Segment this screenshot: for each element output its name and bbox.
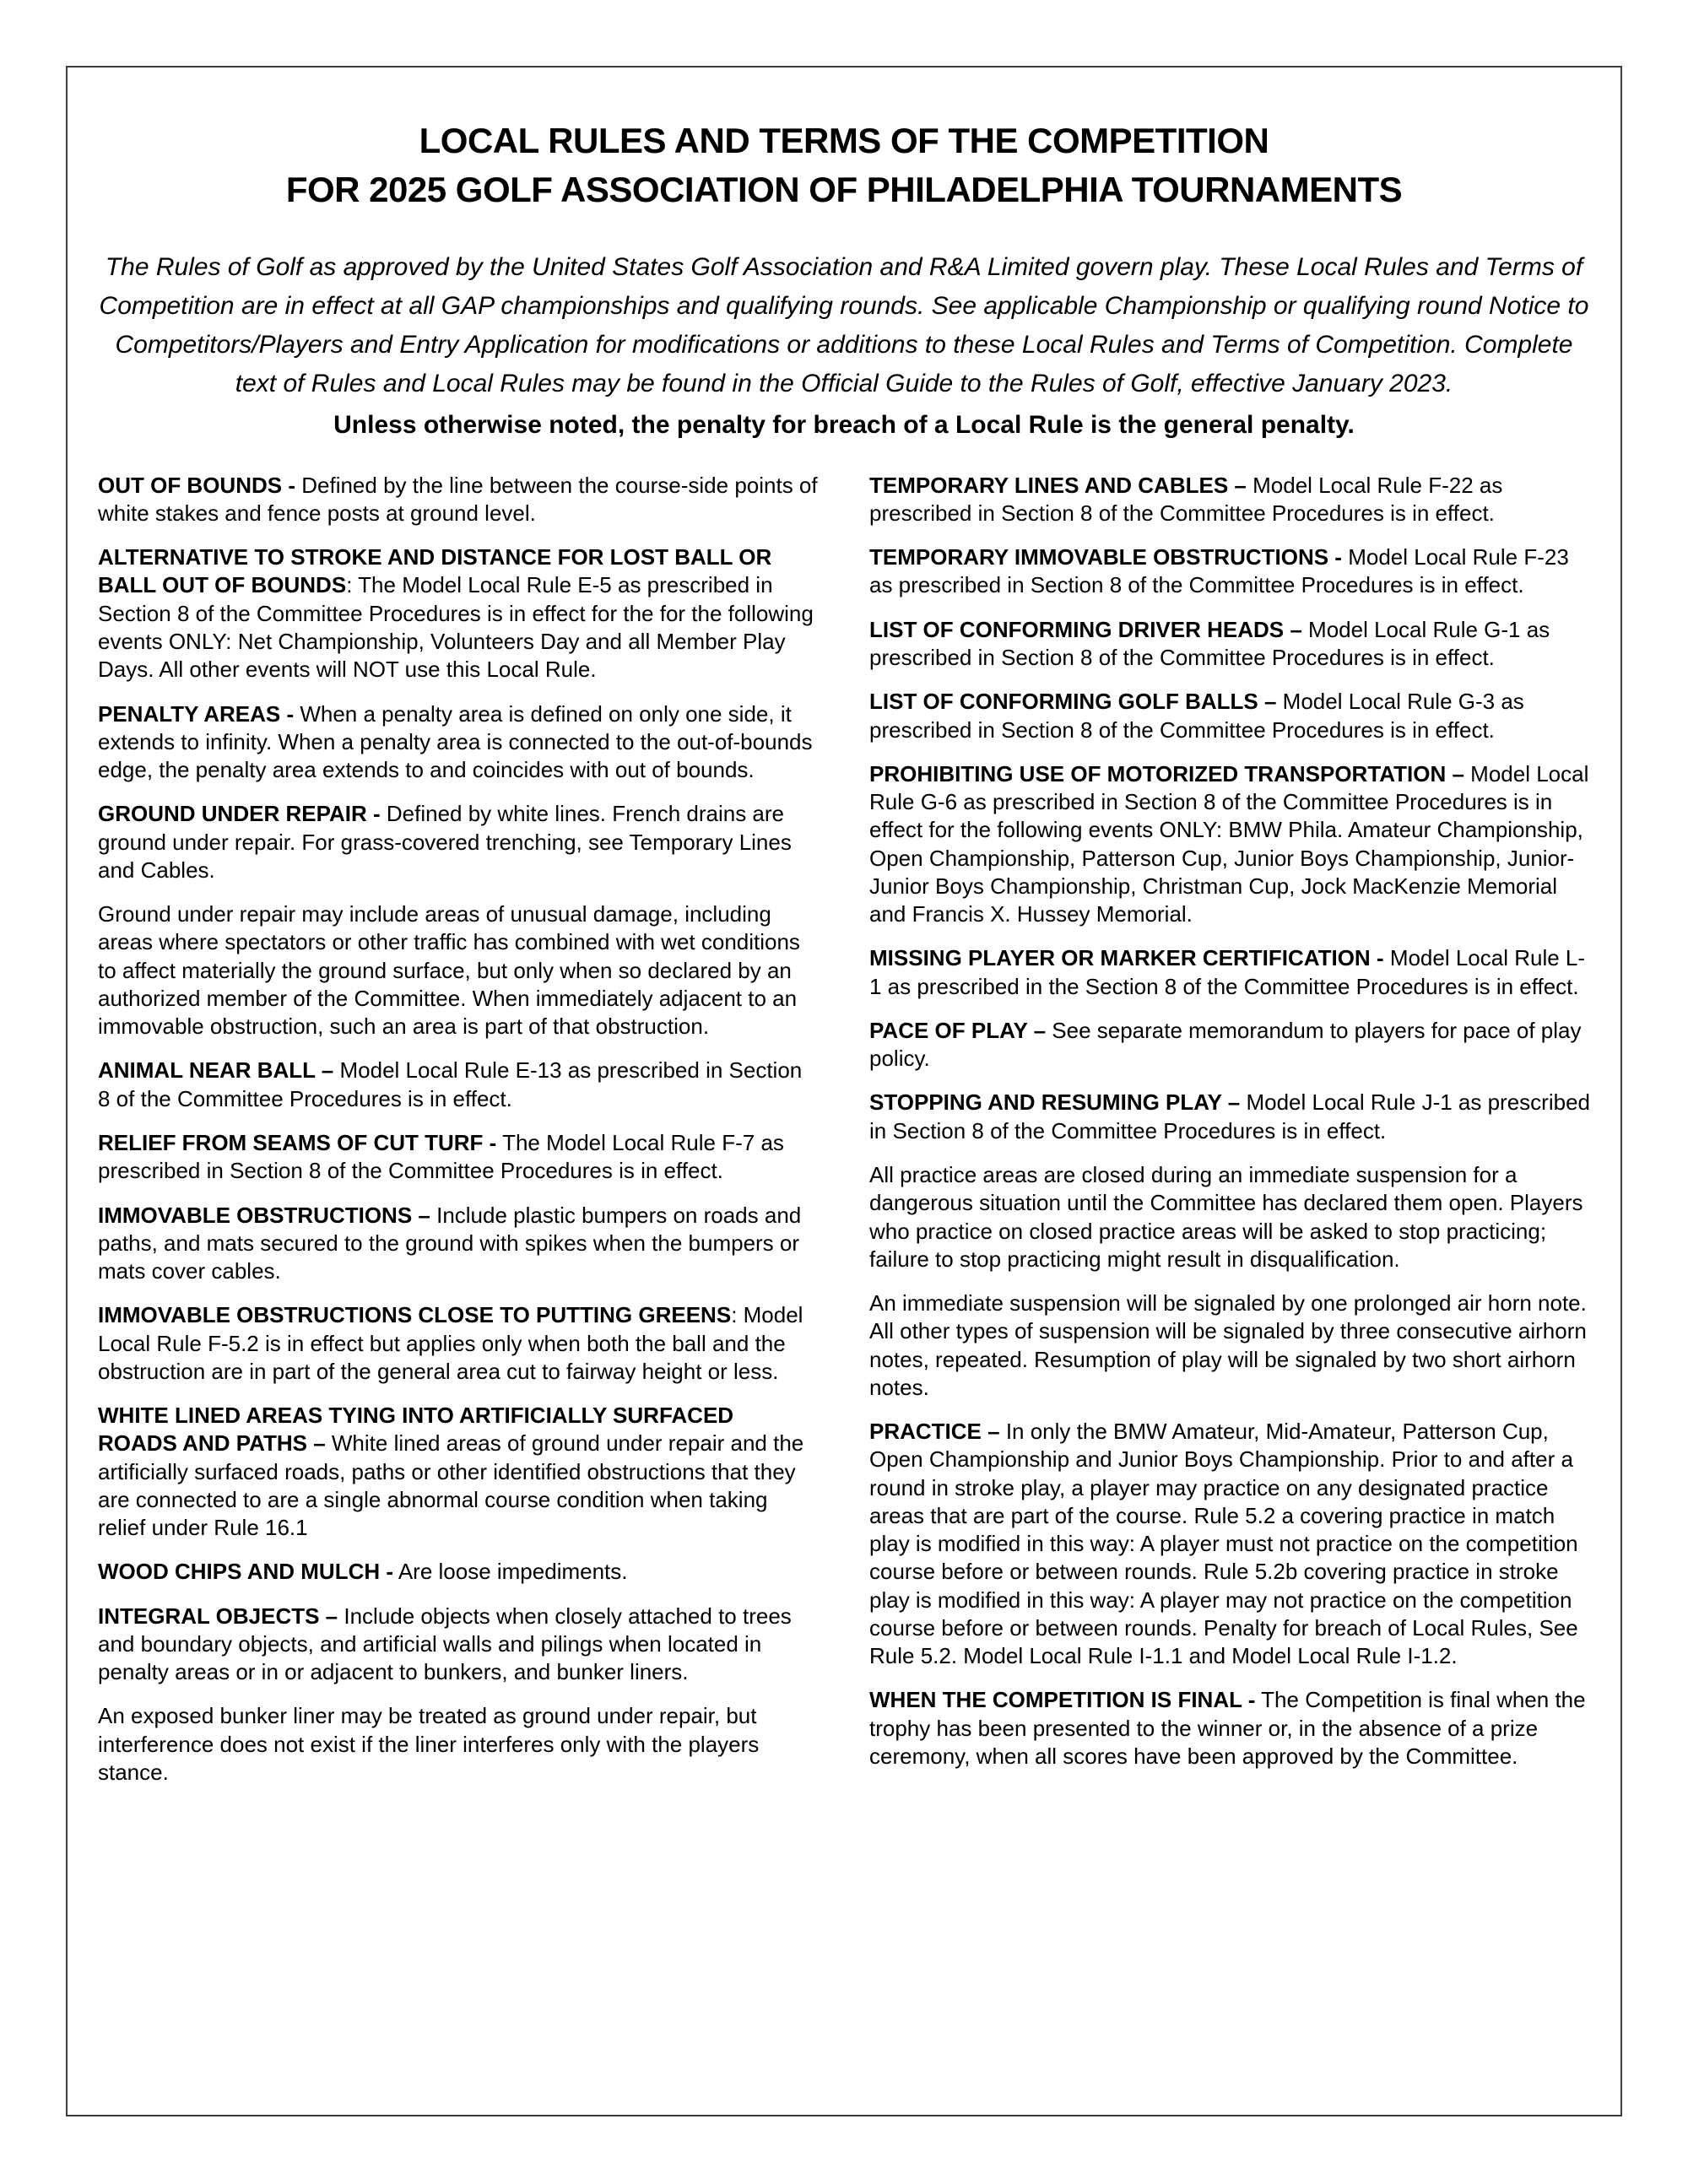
- rule-body: The Model Local Rule E-5 as prescribed in Section 8 of the Committee Procedures is in effect for the for the following events ONLY: Net Championship, Volunteers Day and all Member Play Days. All other events will NOT use this Local Rule.: [98, 572, 814, 683]
- left-column: [98, 472, 819, 1803]
- rule-sep: [1384, 945, 1390, 970]
- rule-ground-under-repair: [98, 800, 819, 884]
- paragraph-bunker-liner: [98, 1702, 819, 1787]
- rule-stopping-resuming-play: [869, 1089, 1590, 1145]
- rule-heading: LIST OF CONFORMING DRIVER HEADS –: [869, 616, 1302, 642]
- paragraph-suspension-signals: [869, 1289, 1590, 1402]
- rule-body: Model Local Rule J-1 as prescribed in Section 8 of the Committee Procedures is in effect.: [869, 1089, 1590, 1143]
- rule-body: Model Local Rule G-6 as prescribed in Section 8 of the Committee Procedures is in effect for the following events ONLY: BMW Phila. Amateur Championship, Open Championship, Patterson Cup, Junior Boys Championship, Junior-Junior Boys Championship, Christman Cup, Jock MacKenzie Memorial and Francis X. Hussey Memorial.: [869, 760, 1589, 927]
- rule-heading: STOPPING AND RESUMING PLAY –: [869, 1089, 1241, 1116]
- rule-body: Are loose impediments.: [398, 1559, 628, 1585]
- rule-prohibiting-motorized-transportation: [869, 760, 1590, 929]
- rule-out-of-bounds: [98, 472, 819, 528]
- rule-practice: [869, 1418, 1590, 1670]
- rule-sep: [1302, 617, 1308, 642]
- rule-heading: PROHIBITING USE OF MOTORIZED TRANSPORTATION –: [869, 760, 1464, 787]
- doc-title-line2: FOR 2025 GOLF ASSOCIATION OF PHILADELPHIA TOURNAMENTS: [285, 169, 1403, 209]
- rule-body: White lined areas of ground under repair and the artificially surfaced roads, paths or other identified obstructions that they are connected to are a single abnormal course condition when taking relief under Rule 16.1: [98, 1430, 804, 1541]
- rule-body: Model Local Rule E-13 as prescribed in Section 8 of the Committee Procedures is in effect.: [98, 1057, 803, 1111]
- rule-heading: WOOD CHIPS AND MULCH -: [98, 1559, 394, 1585]
- rule-body: Defined by white lines. French drains are ground under repair. For grass-covered trenching, see Temporary Lines and Cables.: [98, 801, 792, 883]
- rule-immovable-obstructions-putting-greens: [98, 1301, 819, 1386]
- rule-sep: [1000, 1419, 1006, 1444]
- rule-heading: OUT OF BOUNDS -: [98, 472, 295, 498]
- rule-body: An exposed bunker liner may be treated as ground under repair, but interference does not exist if the liner interferes only with the players stance.: [98, 1703, 760, 1786]
- rule-heading: IMMOVABLE OBSTRUCTIONS CLOSE TO PUTTING GREENS: [98, 1302, 732, 1328]
- rule-body: When a penalty area is defined on only one side, it extends to infinity. When a penalty area is connected to the out-of-bounds edge, the penalty area extends to and coincides with out of bounds.: [98, 700, 813, 783]
- rule-heading: LIST OF CONFORMING GOLF BALLS –: [869, 689, 1277, 715]
- rule-temporary-immovable-obstructions: [869, 543, 1590, 600]
- rule-heading: INTEGRAL OBJECTS –: [98, 1603, 338, 1629]
- rule-heading: PENALTY AREAS -: [98, 700, 295, 727]
- rule-animal-near-ball: [98, 1057, 819, 1113]
- rule-body: Model Local Rule G-1 as prescribed in Section 8 of the Committee Procedures is in effect.: [869, 616, 1550, 670]
- rule-heading: TEMPORARY LINES AND CABLES –: [869, 472, 1247, 498]
- rule-body: In only the BMW Amateur, Mid-Amateur, Patterson Cup, Open Championship and Junior Boys Championship. Prior to and after a round in stroke play, a player may practice on any designated practice areas that are part of the course. Rule 5.2 a covering practice in match play is modified in this way: A player must not practice on the competition course before or between rounds. Rule 5.2b covering practice in stroke play is modified in this way: A player may not practice on the competition course before or between rounds. Penalty for breach of Local Rules, See Rule 5.2. Model Local Rule I-1.1 and Model Local Rule I-1.2.: [869, 1419, 1578, 1669]
- rule-conforming-golf-balls: [869, 688, 1590, 744]
- document-page: [66, 66, 1622, 2116]
- rule-body: Defined by the line between the course-side points of white stakes and fence posts at ground level.: [98, 472, 818, 526]
- paragraph-ground-under-repair-detail: [98, 900, 819, 1041]
- rule-sep: [1276, 689, 1282, 714]
- rule-sep: [326, 1430, 332, 1456]
- penalty-note: Unless otherwise noted, the penalty for breach of a Local Rule is the general penalty.: [333, 410, 1355, 439]
- rule-body: Ground under repair may include areas of unusual damage, including areas where spectators or other traffic has combined with wet conditions to affect materially the ground surface, but only when so declared by an authorized member of the Committee. When immediately adjacent to an immovable obstruction, such an area is part of that obstruction.: [98, 901, 800, 1040]
- rule-body: All practice areas are closed during an immediate suspension for a dangerous situation until the Committee has declared them open. Players who practice on closed practice areas will be asked to stop practicing; failure to stop practicing might result in disqualification.: [869, 1161, 1583, 1272]
- rule-sep: [430, 1203, 436, 1228]
- two-column-body: [98, 472, 1590, 1803]
- rule-sep: :: [346, 572, 359, 598]
- doc-title: [98, 116, 1590, 214]
- rule-heading: PRACTICE –: [869, 1419, 1000, 1445]
- rule-heading: ANIMAL NEAR BALL –: [98, 1057, 334, 1084]
- rule-heading: TEMPORARY IMMOVABLE OBSTRUCTIONS -: [869, 544, 1342, 570]
- rule-wood-chips-mulch: [98, 1558, 819, 1586]
- rule-heading: PACE OF PLAY –: [869, 1017, 1047, 1043]
- rule-heading: IMMOVABLE OBSTRUCTIONS –: [98, 1202, 430, 1228]
- rule-body: Include objects when closely attached to trees and boundary objects, and artificial walls and pilings when located in penalty areas or in or adjacent to bunkers, and bunker liners.: [98, 1603, 792, 1685]
- rule-body: Include plastic bumpers on roads and paths, and mats secured to the ground with spikes when the bumpers or mats cover cables.: [98, 1202, 802, 1284]
- rule-heading: MISSING PLAYER OR MARKER CERTIFICATION -: [869, 945, 1384, 971]
- rule-heading: RELIEF FROM SEAMS OF CUT TURF -: [98, 1129, 497, 1155]
- rule-pace-of-play: [869, 1017, 1590, 1073]
- rule-sep: [333, 1057, 339, 1083]
- rule-body: Model Local Rule F-22 as prescribed in Section 8 of the Committee Procedures is in effect.: [869, 472, 1503, 526]
- rule-body: Model Local Rule F-5.2 is in effect but applies only when both the ball and the obstruction are in part of the general area cut to fairway height or less.: [98, 1302, 803, 1384]
- rule-relief-seams-cut-turf: [98, 1129, 819, 1186]
- intro-paragraph: The Rules of Golf as approved by the United States Golf Association and R&A Limited govern play. These Local Rules and Terms of Competition are in effect at all GAP championships and qualifying rounds. See applicable Championship or qualifying round Notice to Competitors/Players and Entry Application for modifications or additions to these Local Rules and Terms of Competition. Complete text of Rules and Local Rules may be found in the Official Guide to the Rules of Golf, effective January 2023.: [99, 252, 1589, 398]
- rule-conforming-driver-heads: [869, 616, 1590, 673]
- rule-alternative-stroke-distance: [98, 543, 819, 684]
- rule-body: The Competition is final when the trophy has been presented to the winner or, in the absence of a prize ceremony, when all scores have been approved by the Committee.: [869, 1687, 1586, 1770]
- rule-sep: [381, 801, 387, 826]
- rule-when-competition-final: [869, 1686, 1590, 1770]
- rule-heading: ALTERNATIVE TO STROKE AND DISTANCE FOR LOST BALL OR BALL OUT OF BOUNDS: [98, 544, 772, 598]
- rule-body: An immediate suspension will be signaled by one prolonged air horn note. All other types of suspension will be signaled by three consecutive airhorn notes, repeated. Resumption of play will be signaled by two short airhorn notes.: [869, 1290, 1587, 1400]
- rule-white-lined-areas: [98, 1402, 819, 1542]
- rule-body: The Model Local Rule F-7 as prescribed in Section 8 of the Committee Procedures is in effect.: [98, 1129, 784, 1184]
- paragraph-practice-areas-closed: [869, 1161, 1590, 1273]
- rule-body: Model Local Rule F-23 as prescribed in Section 8 of the Committee Procedures is in effect.: [869, 544, 1569, 598]
- rule-immovable-obstructions: [98, 1202, 819, 1286]
- right-column: [869, 472, 1590, 1803]
- rule-temporary-lines-cables: [869, 472, 1590, 528]
- rule-missing-player-marker-certification: [869, 944, 1590, 1001]
- rule-integral-objects: [98, 1603, 819, 1687]
- rule-heading: WHITE LINED AREAS TYING INTO ARTIFICIALLY SURFACED ROADS AND PATHS –: [98, 1403, 734, 1457]
- rule-heading: GROUND UNDER REPAIR -: [98, 801, 381, 827]
- rule-heading: WHEN THE COMPETITION IS FINAL -: [869, 1687, 1256, 1713]
- rule-body: Model Local Rule G-3 as prescribed in Section 8 of the Committee Procedures is in effect.: [869, 689, 1524, 743]
- rule-body: See separate memorandum to players for pace of play policy.: [869, 1017, 1582, 1072]
- doc-title-line1: LOCAL RULES AND TERMS OF THE COMPETITION: [419, 121, 1269, 160]
- rule-sep: :: [731, 1302, 744, 1328]
- rule-penalty-areas: [98, 700, 819, 785]
- rule-body: Model Local Rule L-1 as prescribed in the Section 8 of the Committee Procedures is in effect.: [869, 945, 1586, 999]
